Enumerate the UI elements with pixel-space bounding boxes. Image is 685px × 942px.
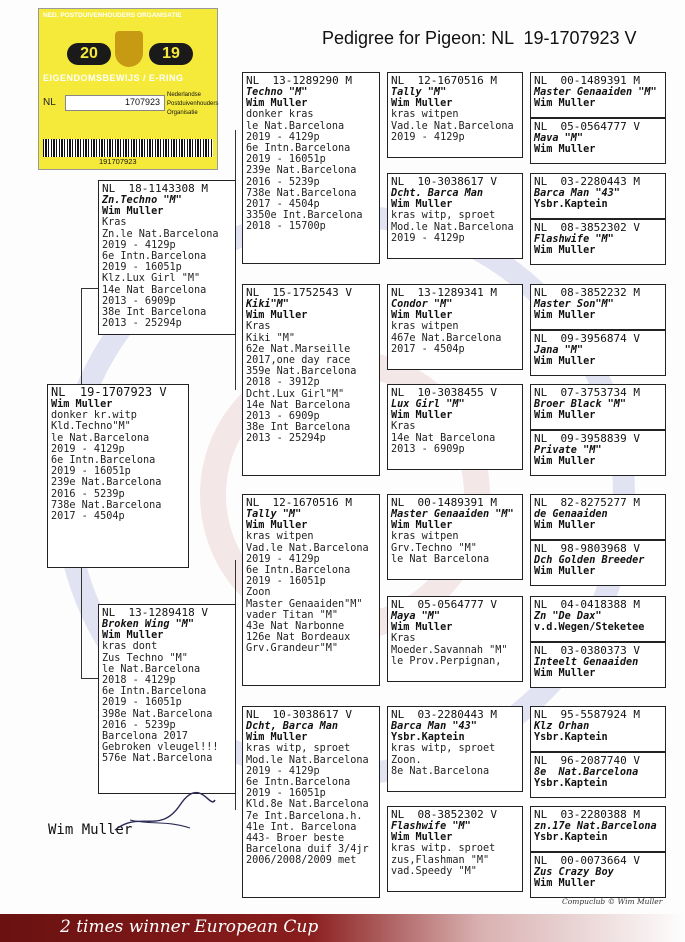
info-line: 2019 - 16051p bbox=[102, 262, 182, 274]
card-npo-line: Organisatie bbox=[167, 110, 198, 116]
info-line: 2013 - 6909p bbox=[246, 411, 320, 423]
owner: Wim Muller bbox=[534, 566, 596, 578]
card-npo-logo bbox=[167, 91, 218, 118]
info-line: 2019 - 16051p bbox=[102, 697, 182, 709]
ring-number: NL 15-1752543 V bbox=[246, 286, 352, 299]
info-line: Master Genaaiden"M" bbox=[246, 598, 363, 610]
info-line: 2019 - 16051p bbox=[246, 154, 326, 166]
info-line: 2016 - 5239p bbox=[102, 719, 176, 731]
ring-number: NL 04-0418388 M bbox=[534, 598, 640, 611]
info-line: 14e Nat Barcelona bbox=[391, 432, 496, 444]
info-line: Kras bbox=[102, 217, 127, 229]
card-npo-line: Postduivenhouders bbox=[167, 101, 219, 107]
pigeon-card-dds bbox=[387, 706, 523, 792]
connector-line bbox=[81, 288, 82, 384]
ring-number: NL 18-1143308 M bbox=[102, 182, 208, 195]
pigeon-card-g6 bbox=[530, 330, 666, 376]
info-line: Vad.le Nat.Barcelona bbox=[391, 120, 514, 132]
ring-number: NL 10-3038617 V bbox=[391, 175, 497, 188]
info-line: Zn.le Nat.Barcelona bbox=[102, 228, 219, 240]
pigeon-name: Broer Black "M" bbox=[534, 399, 627, 410]
info-line: kras witp, sproet bbox=[246, 743, 351, 755]
card-year-right: 19 bbox=[149, 43, 193, 65]
info-line: Zoon bbox=[246, 587, 271, 599]
ring-number: NL 03-2280388 M bbox=[534, 808, 640, 821]
info-line: 6e Intn.Barcelona bbox=[102, 686, 207, 698]
connector-line bbox=[81, 678, 98, 679]
info-line: Gebroken vleugel!!! bbox=[102, 742, 219, 754]
pigeon-card-ss bbox=[242, 72, 380, 264]
owner: Wim Muller bbox=[391, 410, 453, 422]
owner: Wim Muller bbox=[246, 98, 308, 110]
owner: Ysbr.Kaptein bbox=[534, 732, 608, 744]
ring-number: NL 10-3038617 V bbox=[246, 708, 352, 721]
owner: Wim Muller bbox=[246, 520, 308, 532]
pigeon-card-g2 bbox=[530, 118, 666, 164]
owner: Wim Muller bbox=[534, 245, 596, 257]
info-line: kras witpen bbox=[391, 321, 459, 333]
info-line: 6e Intn.Barcelona bbox=[51, 455, 156, 467]
info-line: 2018 - 3912p bbox=[246, 377, 320, 389]
info-line: Grv.Techno "M" bbox=[391, 542, 477, 554]
ring-number: NL 00-1489391 M bbox=[534, 74, 640, 87]
owner: Wim Muller bbox=[534, 310, 596, 322]
pigeon-card-g15 bbox=[530, 806, 666, 852]
owner: Ysbr.Kaptein bbox=[534, 832, 608, 844]
info-line: 359e Nat.Barcelona bbox=[246, 366, 357, 378]
info-line: 126e Nat Bordeaux bbox=[246, 632, 351, 644]
info-line: 2016 - 5239p bbox=[51, 488, 125, 500]
info-line: 14e Nat Barcelona bbox=[102, 284, 207, 296]
info-line: donker kras bbox=[246, 109, 314, 121]
info-line: 43e Nat Narbonne bbox=[246, 621, 345, 633]
pigeon-name: Flashwife "M" bbox=[534, 234, 614, 245]
card-org-text: NED. POSTDUIVENHOUDERS ORGANISATIE bbox=[43, 12, 182, 19]
ring-number: NL 19-1707923 V bbox=[51, 385, 167, 399]
owner: Wim Muller bbox=[391, 832, 453, 844]
owner: Wim Muller bbox=[102, 206, 164, 218]
pigeon-card-g5 bbox=[530, 284, 666, 330]
info-line: 6e Intn.Barcelona bbox=[246, 143, 351, 155]
ring-number: NL 03-2280443 M bbox=[534, 175, 640, 188]
info-line: 738e Nat.Barcelona bbox=[246, 187, 357, 199]
info-line: 2019 - 16051p bbox=[246, 576, 326, 588]
footer-text: 2 times winner European Cup bbox=[60, 917, 319, 937]
card-npo-line: Nederlandse bbox=[167, 92, 202, 98]
info-line: 2017 - 4504p bbox=[51, 511, 125, 523]
info-line: 2013 - 6909p bbox=[102, 295, 176, 307]
pigeon-card-g4 bbox=[530, 219, 666, 265]
owner: Wim Muller bbox=[51, 399, 113, 410]
info-line: Zoon. bbox=[391, 754, 422, 766]
ring-number: NL 08-3852232 M bbox=[534, 286, 640, 299]
pigeon-name: Master Son"M" bbox=[534, 299, 614, 310]
owner: Wim Muller bbox=[391, 622, 453, 634]
ring-number: NL 00-0073664 V bbox=[534, 854, 640, 867]
info-line: le Nat.Barcelona bbox=[102, 663, 201, 675]
owner: Wim Muller bbox=[391, 199, 453, 211]
pigeon-name: Klz Orhan bbox=[534, 721, 590, 732]
pigeon-card-sd bbox=[242, 284, 380, 476]
ring-number: NL 09-3958839 V bbox=[534, 432, 640, 445]
pigeon-card-dd bbox=[242, 706, 380, 898]
owner: Wim Muller bbox=[391, 98, 453, 110]
owner: Wim Muller bbox=[534, 668, 596, 680]
info-line: 398e Nat.Barcelona bbox=[102, 708, 213, 720]
pigeon-card-ds bbox=[242, 494, 380, 686]
pigeon-name: Tally "M" bbox=[246, 509, 302, 520]
pigeon-name: Broken Wing "M" bbox=[102, 619, 195, 630]
info-line: 2013 - 25294p bbox=[246, 433, 326, 445]
owner: Wim Muller bbox=[534, 456, 596, 468]
pigeon-card-sss bbox=[387, 72, 523, 158]
pigeon-card-g11 bbox=[530, 596, 666, 642]
pigeon-name: Private "M" bbox=[534, 445, 602, 456]
ring-number: NL 03-2280443 M bbox=[391, 708, 497, 721]
owner: Wim Muller bbox=[534, 144, 596, 156]
pigeon-card-subject bbox=[47, 384, 189, 568]
ring-number: NL 08-3852302 V bbox=[391, 808, 497, 821]
info-line: zus,Flashman "M" bbox=[391, 854, 490, 866]
ring-number: NL 03-0380373 V bbox=[534, 644, 640, 657]
pigeon-name: Inteelt Genaaiden bbox=[534, 657, 639, 668]
info-line: Klz.Lux Girl "M" bbox=[102, 273, 201, 285]
info-line: kras witpen bbox=[246, 531, 314, 543]
info-line: 2017,one day race bbox=[246, 355, 351, 367]
owner: Wim Muller bbox=[102, 630, 164, 642]
pigeon-card-sire bbox=[98, 180, 236, 335]
pigeon-name: Dch Golden Breeder bbox=[534, 555, 645, 566]
pigeon-name: Techno "M" bbox=[246, 87, 308, 98]
owner: Wim Muller bbox=[246, 310, 308, 322]
pigeon-card-dss bbox=[387, 494, 523, 580]
card-barcode bbox=[43, 139, 213, 157]
handwritten-signature-icon bbox=[110, 790, 220, 840]
owner: Ysbr.Kaptein bbox=[534, 778, 608, 790]
info-line: Kld.Techno"M" bbox=[51, 421, 131, 433]
ring-number: NL 13-1289341 M bbox=[391, 286, 497, 299]
info-line: Vad.le Nat.Barcelona bbox=[246, 542, 369, 554]
info-line: 2019 - 16051p bbox=[246, 788, 326, 800]
pigeon-name: Mava "M" bbox=[534, 133, 584, 144]
pigeon-card-g16 bbox=[530, 852, 666, 898]
info-line: 41e Int. Barcelona bbox=[246, 821, 357, 833]
ring-number: NL 05-0564777 V bbox=[534, 120, 640, 133]
info-line: Grv.Grandeur"M" bbox=[246, 643, 339, 655]
pigeon-name: Master Genaaiden "M" bbox=[391, 509, 514, 520]
info-line: 239e Nat.Barcelona bbox=[246, 165, 357, 177]
info-line: 443- Broer beste bbox=[246, 833, 345, 845]
pigeon-name: Kiki"M" bbox=[246, 299, 289, 310]
info-line: Kras bbox=[391, 421, 416, 433]
ring-number: NL 13-1289418 V bbox=[102, 606, 208, 619]
info-line: Kras bbox=[391, 633, 416, 645]
info-line: kras dont bbox=[102, 641, 158, 653]
owner: Wim Muller bbox=[391, 310, 453, 322]
info-line: 7e Int.Barcelona.h. bbox=[246, 810, 363, 822]
pigeon-card-g13 bbox=[530, 706, 666, 752]
owner: Wim Muller bbox=[534, 878, 596, 890]
info-line: 239e Nat.Barcelona bbox=[51, 477, 162, 489]
info-line: 2019 - 4129p bbox=[246, 553, 320, 565]
info-line: 2013 - 6909p bbox=[391, 443, 465, 455]
info-line: Barcelona 2017 bbox=[102, 731, 188, 743]
connector-line bbox=[81, 568, 82, 678]
info-line: 2017 - 4504p bbox=[246, 199, 320, 211]
info-line: 576e Nat.Barcelona bbox=[102, 753, 213, 765]
ring-number: NL 05-0564777 V bbox=[391, 598, 497, 611]
pigeon-name: Condor "M" bbox=[391, 299, 453, 310]
info-line: kras witpen bbox=[391, 109, 459, 121]
card-year-left: 20 bbox=[67, 43, 111, 65]
compuclub-credit: Compuclub © Wim Muller bbox=[562, 897, 663, 906]
card-ring-number: 1707923 bbox=[124, 97, 160, 107]
pigeon-card-g14 bbox=[530, 752, 666, 798]
pigeon-name: Zn.Techno "M" bbox=[102, 195, 182, 206]
ring-number: NL 98-9803968 V bbox=[534, 542, 640, 555]
info-line: 2019 - 4129p bbox=[391, 232, 465, 244]
pigeon-card-ssd bbox=[387, 173, 523, 259]
info-line: 2013 - 25294p bbox=[102, 318, 182, 330]
info-line: le Nat.Barcelona bbox=[246, 120, 345, 132]
info-line: Barcelona duif 3/4jr bbox=[246, 844, 369, 856]
ring-number: NL 07-3753734 M bbox=[534, 386, 640, 399]
ring-number: NL 12-1670516 M bbox=[246, 496, 352, 509]
card-ring-field bbox=[65, 95, 165, 111]
owner: Ysbr.Kaptein bbox=[391, 732, 465, 744]
ring-number: NL 82-8275277 M bbox=[534, 496, 640, 509]
info-line: 738e Nat.Barcelona bbox=[51, 499, 162, 511]
info-line: 2018 - 15700p bbox=[246, 221, 326, 233]
info-line: kras witp, sproet bbox=[391, 743, 496, 755]
pigeon-card-g7 bbox=[530, 384, 666, 430]
ring-number: NL 08-3852302 V bbox=[534, 221, 640, 234]
card-crest-icon bbox=[115, 31, 143, 67]
info-line: Kras bbox=[246, 321, 271, 333]
pigeon-name: Master Genaaiden "M" bbox=[534, 87, 657, 98]
pigeon-name: Dcht. Barca Man bbox=[391, 188, 484, 199]
pigeon-name: de Genaaiden bbox=[534, 509, 608, 520]
pigeon-name: Maya "M" bbox=[391, 611, 441, 622]
pigeon-card-g12 bbox=[530, 642, 666, 688]
info-line: le Nat Barcelona bbox=[391, 553, 490, 565]
owner: Wim Muller bbox=[534, 520, 596, 532]
ownership-card bbox=[38, 8, 218, 170]
info-line: le Prov.Perpignan, bbox=[391, 655, 502, 667]
info-line: 6e Intn.Barcelona bbox=[102, 251, 207, 263]
info-line: Dcht.Lux Girl"M" bbox=[246, 388, 345, 400]
pigeon-name: zn.17e Nat.Barcelona bbox=[534, 821, 657, 832]
info-line: 2019 - 4129p bbox=[246, 131, 320, 143]
info-line: donker kr.witp bbox=[51, 410, 137, 422]
info-line: vad.Speedy "M" bbox=[391, 865, 477, 877]
owner: v.d.Wegen/Steketee bbox=[534, 622, 645, 634]
pigeon-name: Dcht, Barca Man bbox=[246, 721, 339, 732]
pigeon-card-g8 bbox=[530, 430, 666, 476]
pigeon-name: Zn "De Dax" bbox=[534, 611, 602, 622]
ring-number: NL 10-3038455 V bbox=[391, 386, 497, 399]
info-line: 62e Nat.Marseille bbox=[246, 343, 351, 355]
pigeon-card-sds bbox=[387, 284, 523, 370]
pigeon-name: 8e Nat.Barcelona bbox=[534, 767, 639, 778]
pigeon-card-g1 bbox=[530, 72, 666, 118]
card-country: NL bbox=[43, 97, 56, 108]
info-line: kras witpen bbox=[391, 531, 459, 543]
ring-number: NL 09-3956874 V bbox=[534, 332, 640, 345]
page-title: Pedigree for Pigeon: NL 19-1707923 V bbox=[322, 28, 637, 48]
info-line: 2006/2008/2009 met bbox=[246, 855, 357, 867]
pigeon-card-dam bbox=[98, 604, 236, 794]
pigeon-name: Flashwife "M" bbox=[391, 821, 471, 832]
info-line: 2017 - 4504p bbox=[391, 343, 465, 355]
info-line: le Nat.Barcelona bbox=[51, 432, 150, 444]
info-line: kras witp, sproet bbox=[391, 210, 496, 222]
info-line: vader Titan "M" bbox=[246, 609, 339, 621]
signature-text: Wim Muller bbox=[48, 822, 133, 838]
info-line: 6e Intn.Barcelona bbox=[246, 777, 351, 789]
owner: Wim Muller bbox=[246, 732, 308, 744]
owner: Wim Muller bbox=[534, 98, 596, 110]
info-line: 2019 - 4129p bbox=[102, 239, 176, 251]
ring-number: NL 00-1489391 M bbox=[391, 496, 497, 509]
info-line: 2018 - 4129p bbox=[102, 675, 176, 687]
info-line: 38e Int Barcelona bbox=[102, 307, 207, 319]
card-barcode-number: 191707923 bbox=[99, 157, 137, 166]
owner: Ysbr.Kaptein bbox=[534, 199, 608, 211]
info-line: Kld.8e Nat.Barcelona bbox=[246, 799, 369, 811]
info-line: Kiki "M" bbox=[246, 332, 296, 344]
pigeon-card-ddd bbox=[387, 806, 523, 892]
pigeon-name: Lux Girl "M" bbox=[391, 399, 465, 410]
ring-number: NL 96-2087740 V bbox=[534, 754, 640, 767]
info-line: 2016 - 5239p bbox=[246, 176, 320, 188]
info-line: 8e Nat.Barcelona bbox=[391, 765, 490, 777]
info-line: 2019 - 4129p bbox=[246, 765, 320, 777]
info-line: Mod.le Nat.Barcelona bbox=[391, 221, 514, 233]
card-banner: EIGENDOMSBEWIJS / E-RING bbox=[43, 73, 184, 83]
pigeon-card-g10 bbox=[530, 540, 666, 586]
info-line: Mod.le Nat.Barcelona bbox=[246, 754, 369, 766]
info-line: 2019 - 4129p bbox=[391, 131, 465, 143]
info-line: Zus Techno "M" bbox=[102, 652, 188, 664]
pigeon-card-sdd bbox=[387, 384, 523, 470]
pigeon-name: Tally "M" bbox=[391, 87, 447, 98]
owner: Wim Muller bbox=[534, 356, 596, 368]
ring-number: NL 95-5587924 M bbox=[534, 708, 640, 721]
pigeon-name: Zus Crazy Boy bbox=[534, 867, 614, 878]
info-line: kras witp. sproet bbox=[391, 843, 496, 855]
info-line: 467e Nat.Barcelona bbox=[391, 332, 502, 344]
pigeon-name: Jana "M" bbox=[534, 345, 584, 356]
ring-number: NL 13-1289290 M bbox=[246, 74, 352, 87]
owner: Wim Muller bbox=[391, 520, 453, 532]
owner: Wim Muller bbox=[534, 410, 596, 422]
info-line: 38e Int Barcelona bbox=[246, 422, 351, 434]
pigeon-card-g9 bbox=[530, 494, 666, 540]
info-line: 3350e Int.Barcelona bbox=[246, 210, 363, 222]
info-line: 6e Intn.Barcelona bbox=[246, 565, 351, 577]
info-line: Moeder.Savannah "M" bbox=[391, 644, 508, 656]
info-line: 2019 - 16051p bbox=[51, 466, 131, 478]
connector-line bbox=[81, 288, 98, 289]
info-line: 14e Nat Barcelona bbox=[246, 399, 351, 411]
pigeon-card-dsd bbox=[387, 596, 523, 682]
pigeon-name: Barca Man "43" bbox=[534, 188, 620, 199]
pigeon-name: Barca Man "43" bbox=[391, 721, 477, 732]
pigeon-card-g3 bbox=[530, 173, 666, 219]
ring-number: NL 12-1670516 M bbox=[391, 74, 497, 87]
info-line: 2019 - 4129p bbox=[51, 443, 125, 455]
